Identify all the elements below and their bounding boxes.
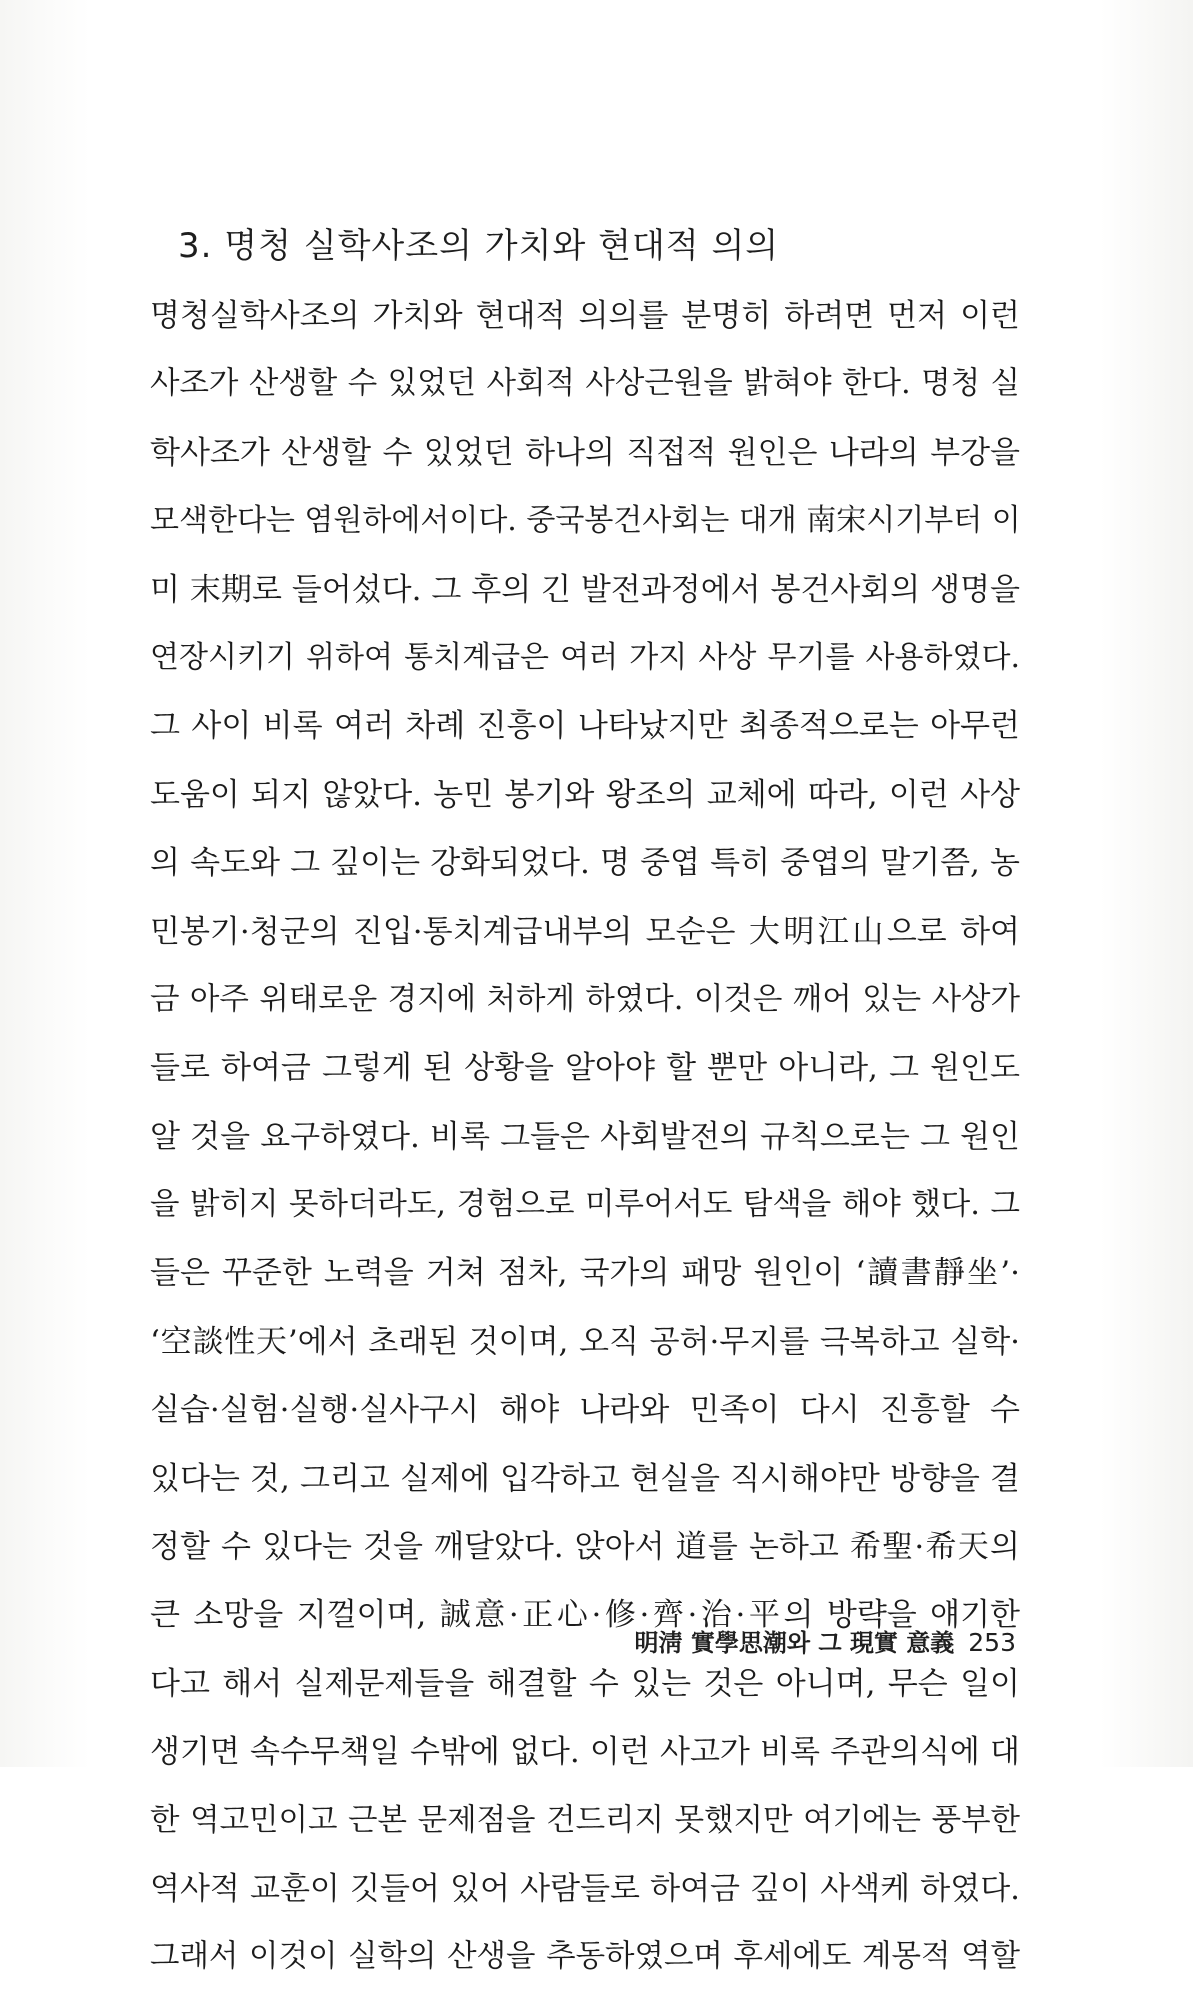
body-line: 미 末期로 들어섰다. 그 후의 긴 발전과정에서 봉건사회의 생명을 [150, 571, 1020, 608]
body-line: 그래서 이것이 실학의 산생을 추동하였으며 후세에도 계몽적 역할 [150, 1939, 1020, 1975]
body-line: 역사적 교훈이 깃들어 있어 사람들로 하여금 깊이 사색케 하였다. [150, 1870, 1020, 1907]
body-line: 그 사이 비록 여러 차례 진흥이 나타났지만 최종적으로는 아무런 [150, 708, 1020, 745]
body-line: 민봉기·청군의 진입·통치계급내부의 모순은 大明江山으로 하여 [150, 913, 1020, 950]
body-line: 을 밝히지 못하더라도, 경험으로 미루어서도 탐색을 해야 했다. 그 [150, 1187, 1020, 1223]
body-line: 연장시키기 위하여 통치계급은 여러 가지 사상 무기를 사용하였다. [150, 639, 1020, 675]
body-line: 사조가 산생할 수 있었던 사회적 사상근원을 밝혀야 한다. 명청 실 [150, 366, 1020, 402]
body-line: 의 속도와 그 깊이는 강화되었다. 명 중엽 특히 중엽의 말기쯤, 농 [150, 845, 1020, 882]
body-line: 학사조가 산생할 수 있었던 하나의 직접적 원인은 나라의 부강을 [150, 434, 1020, 471]
body-line: 도움이 되지 않았다. 농민 봉기와 왕조의 교체에 따라, 이런 사상 [150, 776, 1020, 813]
page-number: 253 [968, 1628, 1016, 1657]
body-text [150, 282, 1020, 1992]
body-line: 큰 소망을 지껄이며, 誠意·正心·修·齊·治·平의 방략을 얘기한 [150, 1597, 1020, 1634]
body-line: 생기면 속수무책일 수밖에 없다. 이런 사고가 비록 주관의식에 대 [150, 1734, 1020, 1771]
body-line: 한 역고민이고 근본 문제점을 건드리지 못했지만 여기에는 풍부한 [150, 1802, 1020, 1838]
body-line: 있다는 것, 그리고 실제에 입각하고 현실을 직시해야만 방향을 결 [150, 1460, 1020, 1497]
body-line: 들은 꾸준한 노력을 거쳐 점차, 국가의 패망 원인이 ‘讀書靜坐’· [150, 1255, 1020, 1292]
body-line: 실습·실험·실행·실사구시 해야 나라와 민족이 다시 진흥할 수 [150, 1392, 1020, 1429]
body-line: 명청실학사조의 가치와 현대적 의의를 분명히 하려면 먼저 이런 [150, 298, 1020, 334]
body-line: 금 아주 위태로운 경지에 처하게 하였다. 이것은 깨어 있는 사상가 [150, 981, 1020, 1017]
section-heading: 3. 명청 실학사조의 가치와 현대적 의의 [178, 226, 780, 267]
body-line: 정할 수 있다는 것을 깨달았다. 앉아서 道를 논하고 希聖·希天의 [150, 1529, 1020, 1566]
body-line: 다고 해서 실제문제들을 해결할 수 있는 것은 아니며, 무슨 일이 [150, 1665, 1020, 1702]
body-line: 알 것을 요구하였다. 비록 그들은 사회발전의 규칙으로는 그 원인 [150, 1118, 1020, 1155]
body-line: 들로 하여금 그렇게 된 상황을 알아야 할 뿐만 아니라, 그 원인도 [150, 1050, 1020, 1087]
body-line: 모색한다는 염원하에서이다. 중국봉건사회는 대개 南宋시기부터 이 [150, 503, 1021, 539]
running-title: 明淸 實學思潮와 그 現實 意義 [634, 1628, 955, 1657]
body-line: ‘空談性天’에서 초래된 것이며, 오직 공허·무지를 극복하고 실학· [150, 1323, 1020, 1360]
page-footer [634, 1623, 1016, 1658]
